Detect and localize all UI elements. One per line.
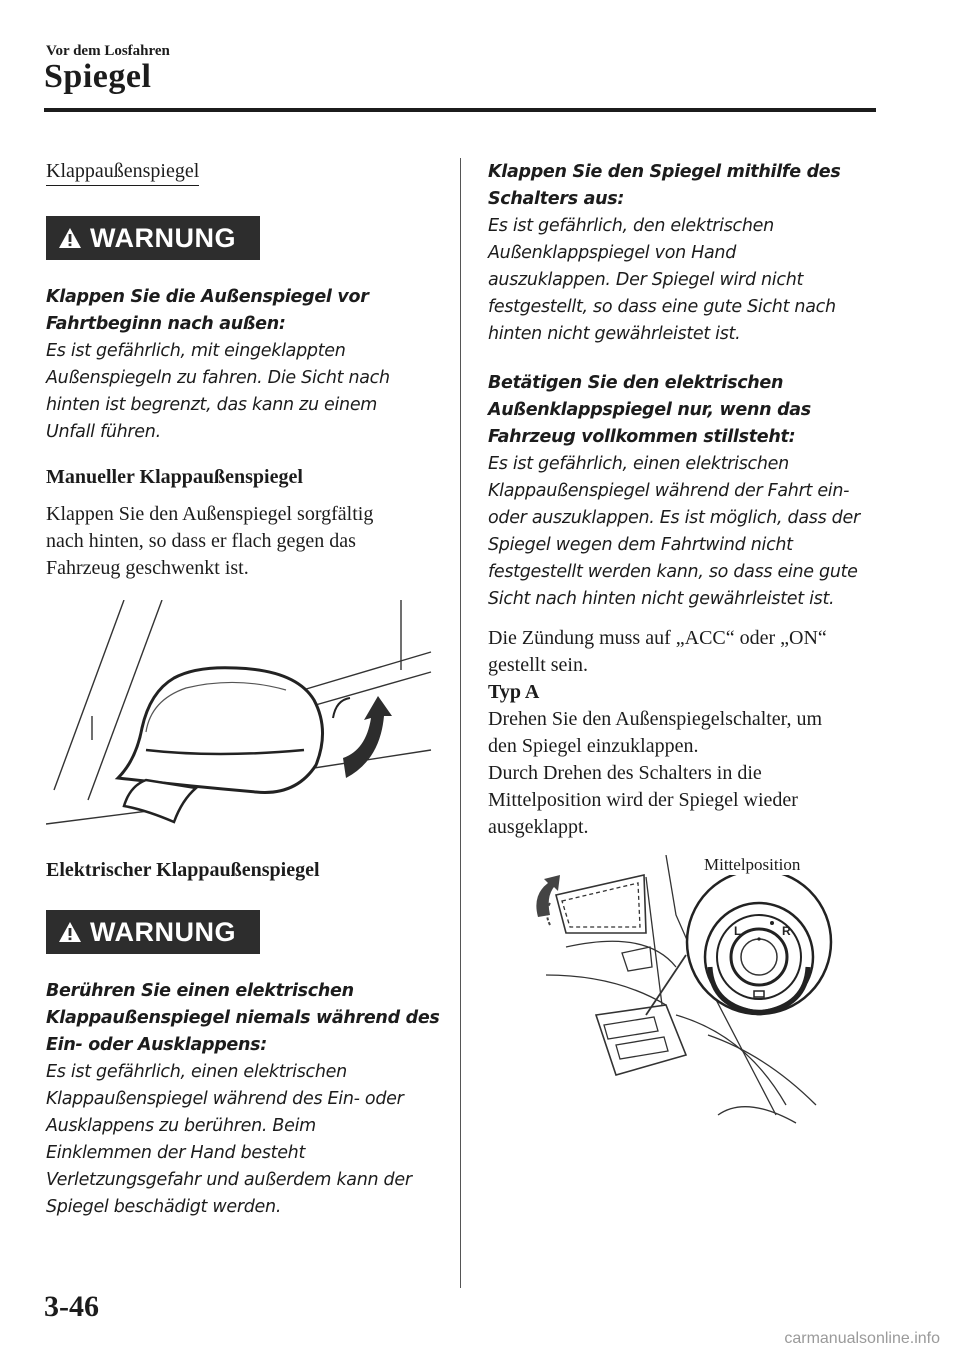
warning-2 (46, 978, 446, 1221)
body-line: Drehen Sie den Außenspiegelschalter, um (488, 708, 823, 730)
body-line: ausgeklappt. (488, 816, 589, 838)
manual-mirror-illustration (46, 600, 436, 840)
warning-body-line: Außenklappspiegel von Hand (488, 243, 737, 263)
body-line: Fahrzeug geschwenkt ist. (46, 557, 249, 579)
warning-head-line: Außenklappspiegel nur, wenn das (488, 400, 811, 420)
warning-head-line: Berühren Sie einen elektrischen (46, 981, 354, 1001)
warning-banner (46, 910, 446, 954)
warning-1 (46, 284, 446, 446)
warning-body-line: Unfall führen. (46, 422, 161, 442)
instruction-text (488, 706, 884, 841)
warning-body-line: oder auszuklappen. Es ist möglich, dass der (488, 508, 860, 528)
body-line: Die Zündung muss auf „ACC“ oder „ON“ (488, 627, 827, 649)
mirror-switch-figure (526, 855, 826, 1125)
warning-body-line: Verletzungsgefahr und außerdem kann der (46, 1170, 412, 1190)
warning-body-line: festgestellt, so dass eine gute Sicht nach (488, 297, 836, 317)
warning-head-line: Fahrtbeginn nach außen: (46, 314, 286, 334)
manual-mirror-text (46, 501, 446, 582)
page-number: 3-46 (44, 1290, 99, 1323)
body-line: nach hinten, so dass er flach gegen das (46, 530, 356, 552)
warning-body-line: Spiegel wegen dem Fahrtwind nicht (488, 535, 793, 555)
warning-body-line: festgestellt werden kann, so dass eine gute (488, 562, 858, 582)
column-divider (460, 158, 461, 1288)
warning-body-line: Spiegel beschädigt werden. (46, 1197, 282, 1217)
body-line: den Spiegel einzuklappen. (488, 735, 699, 757)
manual-mirror-title: Manueller Klappaußenspiegel (46, 466, 303, 488)
body-line: Klappen Sie den Außenspiegel sorgfältig (46, 503, 374, 525)
switch-label-right: R (782, 924, 791, 938)
warning-head-line: Klappen Sie den Spiegel mithilfe des (488, 162, 841, 182)
warning-body-line: Es ist gefährlich, einen elektrischen (46, 1062, 347, 1082)
warning-head-line: Betätigen Sie den elektrischen (488, 373, 784, 393)
page-title: Spiegel (44, 58, 152, 95)
warning-body-line: hinten nicht gewährleistet ist. (488, 324, 741, 344)
watermark-text: carmanualsonline.info (784, 1330, 940, 1347)
electric-mirror-title: Elektrischer Klappaußenspiegel (46, 859, 320, 881)
warning-body-line: Es ist gefährlich, mit eingeklappten (46, 341, 346, 361)
section-title: Klappaußenspiegel (46, 160, 199, 186)
warning-label: WARNUNG (90, 222, 236, 253)
warning-banner (46, 216, 446, 260)
left-column (46, 158, 446, 1221)
callout-label: Mittelposition (704, 855, 801, 874)
warning-body-line: Klappaußenspiegel während der Fahrt ein- (488, 481, 850, 501)
type-label: Typ A (488, 681, 540, 703)
warning-body-line: Es ist gefährlich, einen elektrischen (488, 454, 789, 474)
warning-head-line: Fahrzeug vollkommen stillsteht: (488, 427, 796, 447)
warning-head-line: Klappaußenspiegel niemals während des (46, 1008, 440, 1028)
warning-triangle-icon (58, 921, 82, 943)
switch-callout-circle (684, 867, 834, 1017)
warning-label: WARNUNG (90, 916, 236, 947)
warning-4 (488, 370, 884, 613)
warning-body-line: Sicht nach hinten nicht gewährleistet ist. (488, 589, 835, 609)
warning-head-line: Schalters aus: (488, 189, 625, 209)
warning-body-line: Klappaußenspiegel während des Ein- oder (46, 1089, 404, 1109)
warning-body-line: Es ist gefährlich, den elektrischen (488, 216, 774, 236)
warning-body-line: Außenspiegeln zu fahren. Die Sicht nach (46, 368, 390, 388)
warning-triangle-icon (58, 227, 82, 249)
warning-body-line: auszuklappen. Der Spiegel wird nicht (488, 270, 804, 290)
chapter-label: Vor dem Losfahren (46, 43, 170, 59)
title-rule (44, 108, 876, 112)
body-line: Mittelposition wird der Spiegel wieder (488, 789, 798, 811)
body-line: gestellt sein. (488, 654, 588, 676)
warning-3 (488, 159, 884, 348)
warning-head-line: Klappen Sie die Außenspiegel vor (46, 287, 369, 307)
warning-body-line: hinten ist begrenzt, das kann zu einem (46, 395, 378, 415)
warning-body-line: Einklemmen der Hand besteht (46, 1143, 306, 1163)
body-line: Durch Drehen des Schalters in die (488, 762, 762, 784)
warning-body-line: Ausklappens zu berühren. Beim (46, 1116, 316, 1136)
ignition-text (488, 625, 884, 679)
right-column (488, 158, 884, 1125)
warning-head-line: Ein- oder Ausklappens: (46, 1035, 267, 1055)
switch-label-left: L (734, 924, 742, 938)
